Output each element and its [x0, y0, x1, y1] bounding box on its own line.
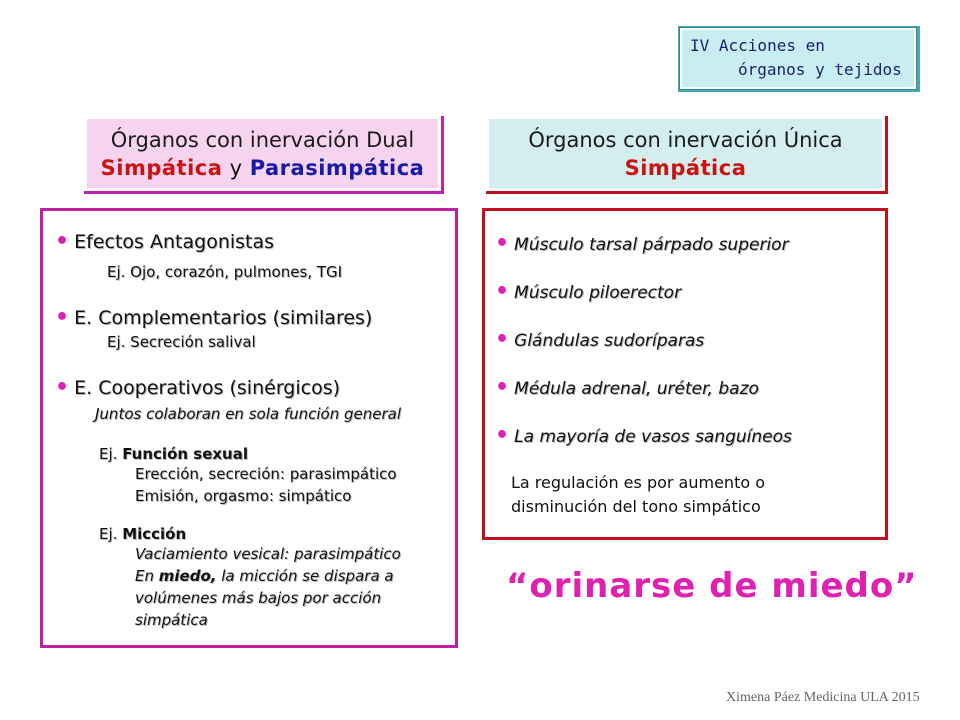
footer-credit: Ximena Páez Medicina ULA 2015: [726, 690, 920, 705]
dual-item-3-example: Juntos colaboran en sola función general: [95, 405, 401, 423]
miccion-line1: Vaciamiento vesical: parasimpático: [135, 545, 401, 563]
miccion-line2: [135, 567, 394, 585]
dual-header-subtitle: [101, 154, 425, 182]
unica-item-5-text: La mayoría de vasos sanguíneos: [514, 427, 792, 447]
unica-header-subtitle: Simpática: [624, 155, 747, 180]
section-tag-line2: órganos y tejidos: [738, 60, 902, 79]
dual-item-1-example: Ej. Ojo, corazón, pulmones, TGI: [107, 263, 343, 281]
miccion-line2-pre: En: [135, 567, 159, 585]
bullet-icon: •: [55, 375, 70, 400]
dual-content-box: [40, 208, 458, 648]
unica-note: [511, 471, 765, 519]
dual-header-simpatica: Simpática: [100, 155, 223, 180]
sexual-title: Función sexual: [122, 445, 249, 463]
unica-item-2: [495, 279, 681, 304]
dual-item-1: [55, 229, 274, 254]
dual-header-title: Órganos con inervación Dual: [110, 127, 415, 152]
dual-item-2-title: E. Complementarios (similares): [74, 307, 373, 329]
unica-content-box: [482, 208, 888, 540]
miccion-label: Ej.: [99, 525, 123, 543]
sexual-heading: [99, 445, 248, 463]
miccion-line4: simpática: [135, 611, 208, 629]
unica-item-3: [495, 327, 704, 352]
unica-header-title: Órganos con inervación Única: [528, 127, 843, 152]
unica-item-2-text: Músculo piloerector: [514, 283, 682, 303]
bullet-icon: •: [55, 229, 70, 254]
sexual-line2: Emisión, orgasmo: simpático: [135, 487, 352, 505]
unica-item-3-text: Glándulas sudoríparas: [514, 331, 705, 351]
quote-text: “orinarse de miedo”: [506, 566, 918, 606]
dual-header-parasimpatica: Parasimpática: [249, 155, 425, 180]
unica-item-1-text: Músculo tarsal párpado superior: [514, 235, 789, 255]
bullet-icon: •: [495, 327, 510, 352]
miccion-line2-bold: miedo,: [158, 567, 217, 585]
dual-item-2: [55, 305, 372, 330]
section-tag-line1: IV Acciones en: [690, 36, 825, 55]
sexual-line1: Erección, secreción: parasimpático: [135, 465, 397, 483]
miccion-line3: volúmenes más bajos por acción: [135, 589, 382, 607]
unica-note-line1: La regulación es por aumento o: [511, 473, 766, 492]
unica-note-line2: disminución del tono simpático: [511, 497, 761, 516]
unica-item-5: [495, 423, 792, 448]
dual-item-3: [55, 375, 340, 400]
miccion-line2-post: la micción se dispara a: [216, 567, 394, 585]
unica-item-4-text: Médula adrenal, uréter, bazo: [514, 379, 759, 399]
dual-item-2-example: Ej. Secreción salival: [107, 333, 256, 351]
dual-item-1-title: Efectos Antagonistas: [74, 231, 275, 253]
dual-header: [84, 116, 441, 191]
unica-item-4: [495, 375, 759, 400]
unica-item-1: [495, 231, 789, 256]
bullet-icon: •: [495, 375, 510, 400]
bullet-icon: •: [495, 231, 510, 256]
bullet-icon: •: [495, 279, 510, 304]
unica-header: [486, 116, 885, 191]
miccion-heading: [99, 525, 186, 543]
bullet-icon: •: [495, 423, 510, 448]
dual-item-3-title: E. Cooperativos (sinérgicos): [74, 377, 341, 399]
section-tag: [680, 28, 916, 89]
sexual-label: Ej.: [99, 445, 123, 463]
miccion-title: Micción: [122, 525, 187, 543]
bullet-icon: •: [55, 305, 70, 330]
dual-header-y: y: [222, 155, 250, 180]
